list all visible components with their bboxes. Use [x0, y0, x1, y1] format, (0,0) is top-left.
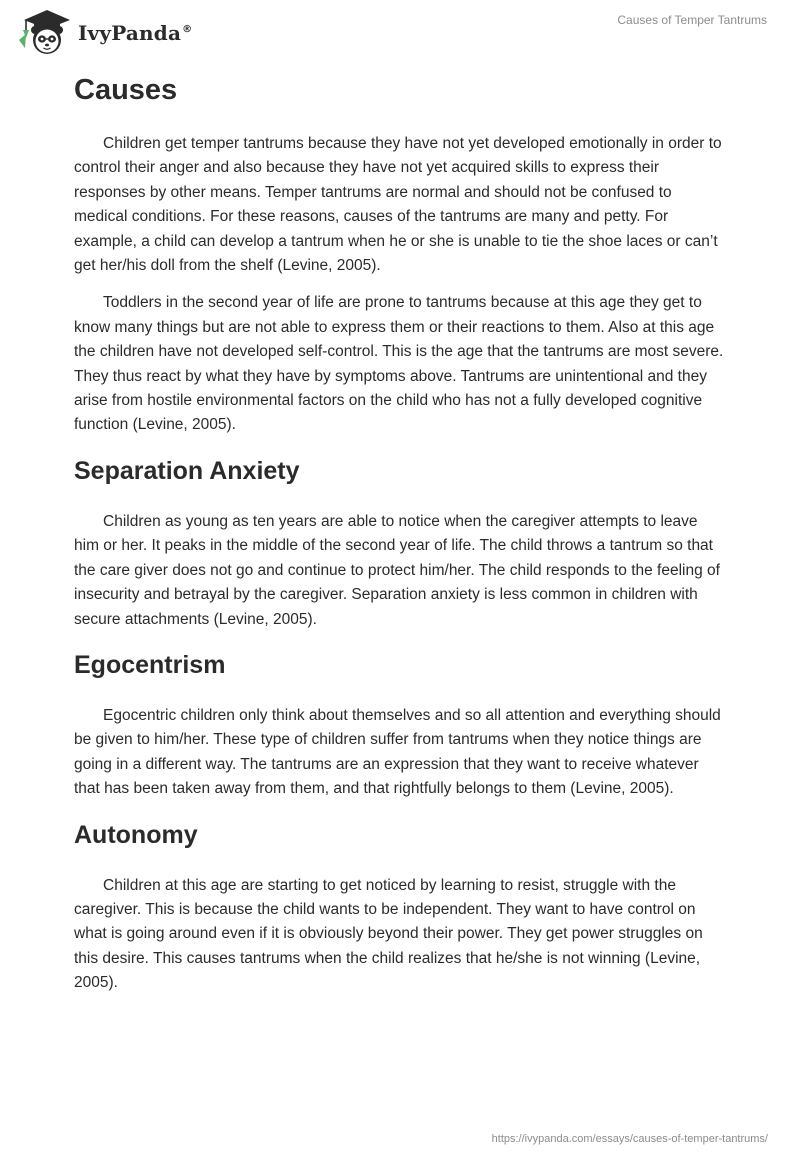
page-header	[0, 0, 800, 60]
source-url-link[interactable]: https://ivypanda.com/essays/causes-of-temper-tantrums/	[491, 1133, 768, 1145]
paragraph: Children at this age are starting to get noticed by learning to resist, struggle with the caregiver. This is because the child wants to be independent. They want to have control on what is going around even if it is obviously beyond their power. They get power struggles on this desire. This causes tantrums when the child realizes that he/she is not winning (Levine, 2005).	[74, 876, 703, 992]
section-heading-separation-anxiety: Separation Anxiety	[74, 456, 300, 485]
paragraph: Toddlers in the second year of life are prone to tantrums because at this age they get to know many things but are not able to express them or their reactions to them. Also at this age the children have not developed self-control. This is the age that the tantrums are most severe. They thus react by what they have by symptoms above. Tantrums are unintentional and they arise from hostile environmental factors on the child who has not a fully developed cognitive function (Levine, 2005).	[74, 294, 724, 434]
paragraph: Children get temper tantrums because they have not yet developed emotionally in order to control their anger and also because they have not yet acquired skills to express their responses by other means. Temper tantrums are normal and should not be confused to medical conditions. For these reasons, causes of the tantrums are many and petty. For example, a child can develop a tantrum when he or she is unable to tie the shoe laces or can’t get her/his doll from the shelf (Levine, 2005).	[74, 135, 722, 275]
essay-body	[74, 70, 724, 1011]
registered-mark: ®	[182, 24, 193, 36]
panda-graduate-icon	[14, 8, 74, 56]
paragraph: Egocentric children only think about themselves and so all attention and everything should be given to him/her. These type of children suffer from tantrums when they notice things are going in a different way. The tantrums are an expression that they want to receive whatever that has been taken away from them, and that rightfully belongs to them (Levine, 2005).	[74, 706, 721, 798]
document-title: Causes of Temper Tantrums	[617, 13, 767, 27]
ivypanda-logo[interactable]	[14, 8, 192, 56]
section-heading-autonomy: Autonomy	[74, 820, 198, 849]
brand-name: IvyPanda®	[78, 21, 193, 45]
section-heading-egocentrism: Egocentrism	[74, 650, 226, 679]
section-heading-causes: Causes	[74, 74, 178, 106]
paragraph: Children as young as ten years are able to notice when the caregiver attempts to leave him or her. It peaks in the middle of the second year of life. The child throws a tantrum so that the care giver does not go and continue to protect him/her. The child responds to the feeling of insecurity and betrayal by the caregiver. Separation anxiety is less common in children with secure attachments (Levine, 2005).	[74, 512, 720, 628]
